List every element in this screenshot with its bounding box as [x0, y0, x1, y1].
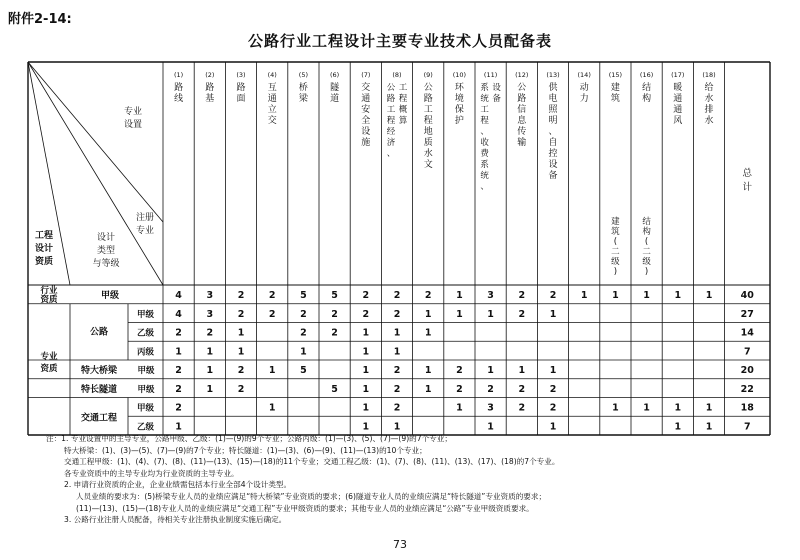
table-cell: 1 [362, 365, 370, 376]
table-cell: 2 [237, 365, 245, 376]
column-title: 算 [398, 116, 408, 126]
column-title: 统 [480, 171, 489, 181]
table-cell: 1 [705, 290, 713, 301]
table-cell: 5 [300, 365, 307, 376]
table-cell: 1 [424, 308, 432, 320]
column-title: 梁 [298, 94, 308, 104]
column-title: 路 [205, 83, 215, 93]
column-title: 通 [673, 105, 683, 115]
column-title: 设 [548, 160, 558, 170]
column-title: 动 [579, 83, 589, 93]
header-label: 工程 [34, 231, 54, 241]
note-line: 人员业绩的要求为：(5)桥梁专业人员的业绩应满足“特大桥梁”专业资质的要求；(6)隧道专业人员的业绩应满足“特长隧道”专业资质的要求； [76, 491, 547, 501]
table-cell: 2 [175, 365, 182, 376]
column-title: 设 [492, 83, 501, 93]
table-cell: 1 [393, 327, 401, 339]
column-title: 供 [548, 83, 558, 93]
column-title: 统 [480, 94, 489, 104]
column-title: 、 [548, 127, 558, 137]
table-cell: 1 [362, 383, 370, 395]
table-cell: 1 [456, 402, 463, 414]
row-grade-label: 乙级 [136, 328, 155, 339]
registered-specialty: ) [613, 267, 618, 277]
row-group-label: 资质 [40, 295, 58, 305]
note-line: 各专业资质中的主导专业均为行业资质的主导专业。 [64, 468, 239, 478]
column-number: (18) [702, 71, 716, 79]
header-label: 类型 [96, 246, 116, 256]
column-title: 备 [548, 171, 558, 181]
note-line: 3. 公路行业注册人员配备，待相关专业注册执业制度实施后确定。 [64, 515, 287, 525]
table-cell: 1 [705, 421, 713, 433]
column-title: 备 [492, 94, 501, 104]
column-title: 基 [205, 94, 215, 104]
table-cell: 2 [393, 383, 401, 395]
table-cell: 1 [393, 421, 401, 433]
table-cell: 2 [393, 308, 401, 320]
column-title: 力 [579, 94, 589, 104]
table-cell: 1 [518, 365, 526, 376]
column-title: 筑 [610, 94, 620, 104]
table-cell: 1 [206, 346, 214, 358]
column-title: 构 [642, 94, 652, 104]
column-title: 工 [398, 83, 408, 93]
row-grade-label: 丙级 [136, 347, 155, 358]
table-cell: 1 [674, 421, 682, 433]
column-number: (11) [483, 71, 498, 79]
column-title: 隧 [330, 83, 340, 93]
table-cell: 1 [487, 365, 494, 376]
table-cell: 1 [362, 421, 370, 433]
column-title: 工 [423, 105, 433, 115]
column-title: 面 [236, 94, 246, 104]
column-title: 互 [267, 83, 277, 93]
table-cell: 2 [518, 308, 526, 320]
table-cell: 1 [549, 421, 557, 433]
column-title: 通 [267, 94, 277, 104]
column-title: 程 [480, 116, 489, 126]
column-title: 明 [548, 116, 558, 126]
table-cell: 2 [362, 308, 370, 320]
table-cell: 4 [175, 308, 182, 320]
column-title: 自 [548, 138, 558, 148]
registered-specialty: 级 [611, 257, 620, 267]
column-number: (5) [298, 71, 309, 79]
table-cell: 1 [674, 290, 682, 301]
table-cell: 1 [362, 327, 370, 339]
column-number: (1) [173, 71, 184, 79]
table-cell: 1 [487, 421, 494, 433]
registered-specialty: ( [613, 237, 618, 247]
column-title: 桥 [298, 83, 308, 93]
table-cell: 1 [175, 421, 182, 433]
table-cell: 1 [237, 327, 245, 339]
table-cell: 2 [456, 383, 463, 395]
column-title: 、 [386, 149, 396, 159]
notes-block [46, 433, 786, 526]
table-cell: 1 [268, 365, 276, 376]
column-title: 控 [548, 149, 558, 159]
table-cell: 2 [518, 402, 526, 414]
row-sub-label: 公路 [89, 327, 109, 338]
column-title: 费 [480, 149, 489, 159]
column-number: (14) [577, 71, 591, 79]
header-label: 设计 [96, 233, 116, 243]
registered-specialty: 结 [642, 217, 651, 227]
column-number: (17) [671, 71, 685, 79]
table-cell: 2 [175, 383, 182, 395]
table-cell: 1 [237, 346, 245, 358]
column-title: 质 [423, 138, 433, 148]
table-cell: 2 [518, 383, 526, 395]
table-cell: 1 [206, 365, 214, 376]
column-title: 公 [423, 83, 433, 93]
column-title: 交 [361, 83, 371, 93]
total-cell: 27 [740, 308, 754, 320]
table-cell: 1 [549, 308, 557, 320]
table-cell: 3 [487, 290, 494, 301]
table-cell: 3 [487, 402, 494, 414]
column-title: 路 [517, 94, 527, 104]
table-cell: 2 [393, 365, 401, 376]
registered-specialty: 筑 [611, 227, 620, 237]
header-label: 设置 [123, 120, 143, 130]
attachment-label: 附件2-14: [8, 12, 72, 27]
table-cell: 1 [612, 402, 619, 414]
column-number: (8) [392, 71, 402, 79]
column-title: 息 [517, 116, 527, 126]
column-title: 传 [517, 127, 527, 137]
table-cell: 2 [549, 402, 557, 414]
total-header: 总 [742, 168, 753, 179]
row-grade-label: 甲级 [100, 291, 120, 301]
column-number: (2) [205, 71, 215, 79]
table-cell: 1 [643, 402, 650, 414]
column-number: (10) [452, 71, 467, 79]
row-grade-label: 甲级 [137, 366, 155, 376]
column-title: 公 [517, 83, 527, 93]
total-cell: 7 [743, 346, 751, 358]
table-cell: 1 [580, 290, 588, 301]
table-cell: 1 [674, 402, 682, 414]
table-cell: 2 [175, 327, 182, 339]
column-title: 、 [480, 182, 489, 192]
header-label: 专业 [135, 226, 155, 236]
column-title: 全 [361, 116, 371, 126]
table-cell: 2 [518, 290, 526, 301]
header-label: 专业 [123, 107, 143, 117]
column-number: (13) [546, 71, 560, 79]
registered-specialty: 级 [642, 257, 651, 267]
table-cell: 5 [331, 290, 338, 301]
total-cell: 20 [740, 365, 754, 376]
column-number: (12) [515, 71, 529, 79]
row-grade-label: 甲级 [136, 403, 155, 414]
column-title: 工 [480, 105, 489, 115]
table-cell: 2 [237, 290, 245, 301]
column-title: 暖 [673, 83, 683, 93]
column-title: 水 [423, 149, 433, 159]
column-title: 交 [267, 116, 277, 126]
diagonal-line [28, 62, 163, 222]
column-title: 建 [610, 83, 620, 93]
column-title: 水 [704, 94, 714, 104]
column-title: 路 [386, 94, 396, 104]
column-title: 给 [704, 83, 714, 93]
table-cell: 1 [300, 346, 307, 358]
column-number: (16) [639, 71, 654, 79]
total-cell: 18 [740, 402, 754, 414]
header-label: 资质 [34, 257, 54, 267]
total-cell: 22 [740, 383, 754, 395]
table-cell: 2 [549, 383, 557, 395]
header-label: 设计 [34, 244, 54, 254]
column-number: (4) [267, 71, 277, 79]
table-cell: 4 [175, 290, 182, 301]
table-cell: 2 [362, 290, 370, 301]
registered-specialty: 构 [642, 227, 651, 237]
column-title: 通 [361, 94, 371, 104]
table-cell: 1 [362, 346, 370, 358]
table-cell: 1 [268, 402, 276, 414]
table-cell: 1 [612, 290, 619, 301]
column-title: 程 [386, 116, 396, 126]
column-title: 施 [361, 138, 371, 148]
column-title: 程 [398, 94, 408, 104]
column-title: 排 [704, 105, 714, 115]
table-cell: 2 [300, 327, 307, 339]
table-title: 公路行业工程设计主要专业技术人员配备表 [247, 32, 552, 50]
table-cell: 5 [331, 383, 338, 395]
table-cell: 1 [393, 346, 401, 358]
table-cell: 2 [549, 290, 557, 301]
total-cell: 14 [740, 327, 754, 339]
column-title: 概 [398, 105, 408, 115]
column-number: (7) [361, 71, 371, 79]
column-title: 结 [642, 83, 652, 93]
row-group-label: 专业 [40, 352, 58, 362]
column-title: 立 [267, 105, 277, 115]
column-title: 线 [174, 94, 184, 104]
column-title: 系 [480, 83, 489, 93]
column-title: 道 [330, 94, 340, 104]
column-title: 安 [361, 105, 371, 115]
column-title: 济 [386, 138, 396, 148]
table-cell: 2 [300, 308, 307, 320]
total-cell: 7 [743, 421, 751, 433]
column-title: 路 [174, 83, 184, 93]
table-cell: 1 [206, 383, 214, 395]
total-cell: 40 [740, 290, 754, 301]
column-title: 、 [480, 127, 489, 137]
row-sub-label: 特大桥梁 [80, 366, 118, 376]
column-title: 保 [454, 105, 464, 115]
row-sub-label: 特长隧道 [80, 384, 118, 395]
table-cell: 2 [393, 402, 401, 414]
registered-specialty: 二 [642, 247, 651, 257]
column-title: 环 [454, 83, 464, 93]
column-title: 程 [423, 116, 433, 126]
note-line: 2. 申请行业资质的企业，企业业绩需包括本行业全部4个设计类型。 [64, 480, 292, 490]
registered-specialty: ) [644, 267, 649, 277]
column-title: 地 [423, 127, 433, 137]
column-title: 照 [548, 105, 558, 115]
table-cell: 2 [487, 383, 494, 395]
registered-specialty: 二 [611, 247, 620, 257]
note-line: 注：1. 专业设置中的主导专业，公路甲级、乙级：(1)—(9)的9个专业；公路丙级：(1)—(3)、(5)、(7)—(9)的7个专业； [46, 434, 452, 443]
table-cell: 2 [424, 290, 432, 301]
total-header: 计 [742, 182, 753, 193]
table-cell: 2 [331, 308, 338, 320]
column-title: 文 [423, 160, 433, 170]
column-number: (15) [608, 71, 623, 79]
table-cell: 1 [424, 327, 432, 339]
table-cell: 1 [456, 290, 463, 301]
table-cell: 1 [175, 346, 182, 358]
column-number: (3) [236, 71, 246, 79]
column-title: 风 [673, 116, 683, 126]
row-grade-label: 甲级 [136, 309, 155, 320]
table-cell: 2 [456, 365, 463, 376]
table-cell: 1 [643, 290, 650, 301]
table-cell: 2 [331, 327, 338, 339]
column-title: 系 [480, 160, 489, 170]
column-number: (9) [423, 71, 433, 79]
column-number: (6) [329, 71, 340, 79]
row-grade-label: 甲级 [137, 384, 155, 395]
note-line: 特大桥梁：(1)、(3)—(5)、(7)—(9)的7个专业；特长隧道：(1)—(3)、(6)—(9)、(11)—(13)的10个专业； [64, 445, 427, 455]
column-title: 收 [480, 138, 489, 148]
table-cell: 2 [237, 308, 245, 320]
table-cell: 1 [549, 365, 557, 376]
table-cell: 2 [268, 290, 276, 301]
column-title: 境 [454, 94, 464, 104]
table-cell: 1 [362, 402, 370, 414]
row-group-label: 行业 [40, 286, 58, 296]
row-group-label: 资质 [40, 364, 58, 374]
note-line: 交通工程甲级：(1)、(4)、(7)、(8)、(11)—(13)、(15)—(18)的11个专业；交通工程乙级：(1)、(7)、(8)、(11)、(13)、(17)、(18)的7个专业。 [64, 457, 560, 467]
registered-specialty: ( [644, 237, 649, 247]
column-title: 路 [236, 83, 246, 93]
registered-specialty: 建 [611, 217, 620, 227]
header-label: 与等级 [92, 259, 120, 269]
table-cell: 1 [424, 365, 432, 376]
column-title: 通 [673, 94, 683, 104]
table-cell: 5 [300, 290, 307, 301]
note-line: (11)—(13)、(15)—(18)专业人员的业绩应满足“交通工程”专业甲级资质的要求；其他专业人员的业绩应满足“公路”专业甲级资质要求。 [76, 503, 534, 513]
column-title: 输 [517, 138, 527, 148]
column-title: 公 [386, 83, 396, 93]
row-sub-label: 交通工程 [80, 413, 118, 424]
column-title: 电 [548, 94, 558, 104]
table-cell: 1 [424, 383, 432, 395]
table-cell: 2 [237, 383, 245, 395]
column-title: 工 [386, 105, 396, 115]
column-title: 信 [517, 105, 527, 115]
table-cell: 2 [206, 327, 214, 339]
table-cell: 3 [206, 308, 214, 320]
column-title: 护 [454, 116, 464, 126]
header-label: 注册 [135, 213, 155, 223]
table-cell: 3 [206, 290, 214, 301]
column-title: 设 [361, 127, 371, 137]
table-cell: 2 [268, 308, 276, 320]
table-cell: 1 [456, 308, 463, 320]
page-number: 73 [393, 538, 407, 551]
column-title: 水 [704, 116, 714, 126]
table-cell: 2 [393, 290, 401, 301]
table-cell: 1 [705, 402, 713, 414]
table-cell: 2 [175, 402, 182, 414]
column-title: 经 [386, 127, 396, 137]
table-cell: 1 [487, 308, 494, 320]
row-grade-label: 乙级 [136, 422, 155, 433]
column-title: 路 [423, 94, 433, 104]
